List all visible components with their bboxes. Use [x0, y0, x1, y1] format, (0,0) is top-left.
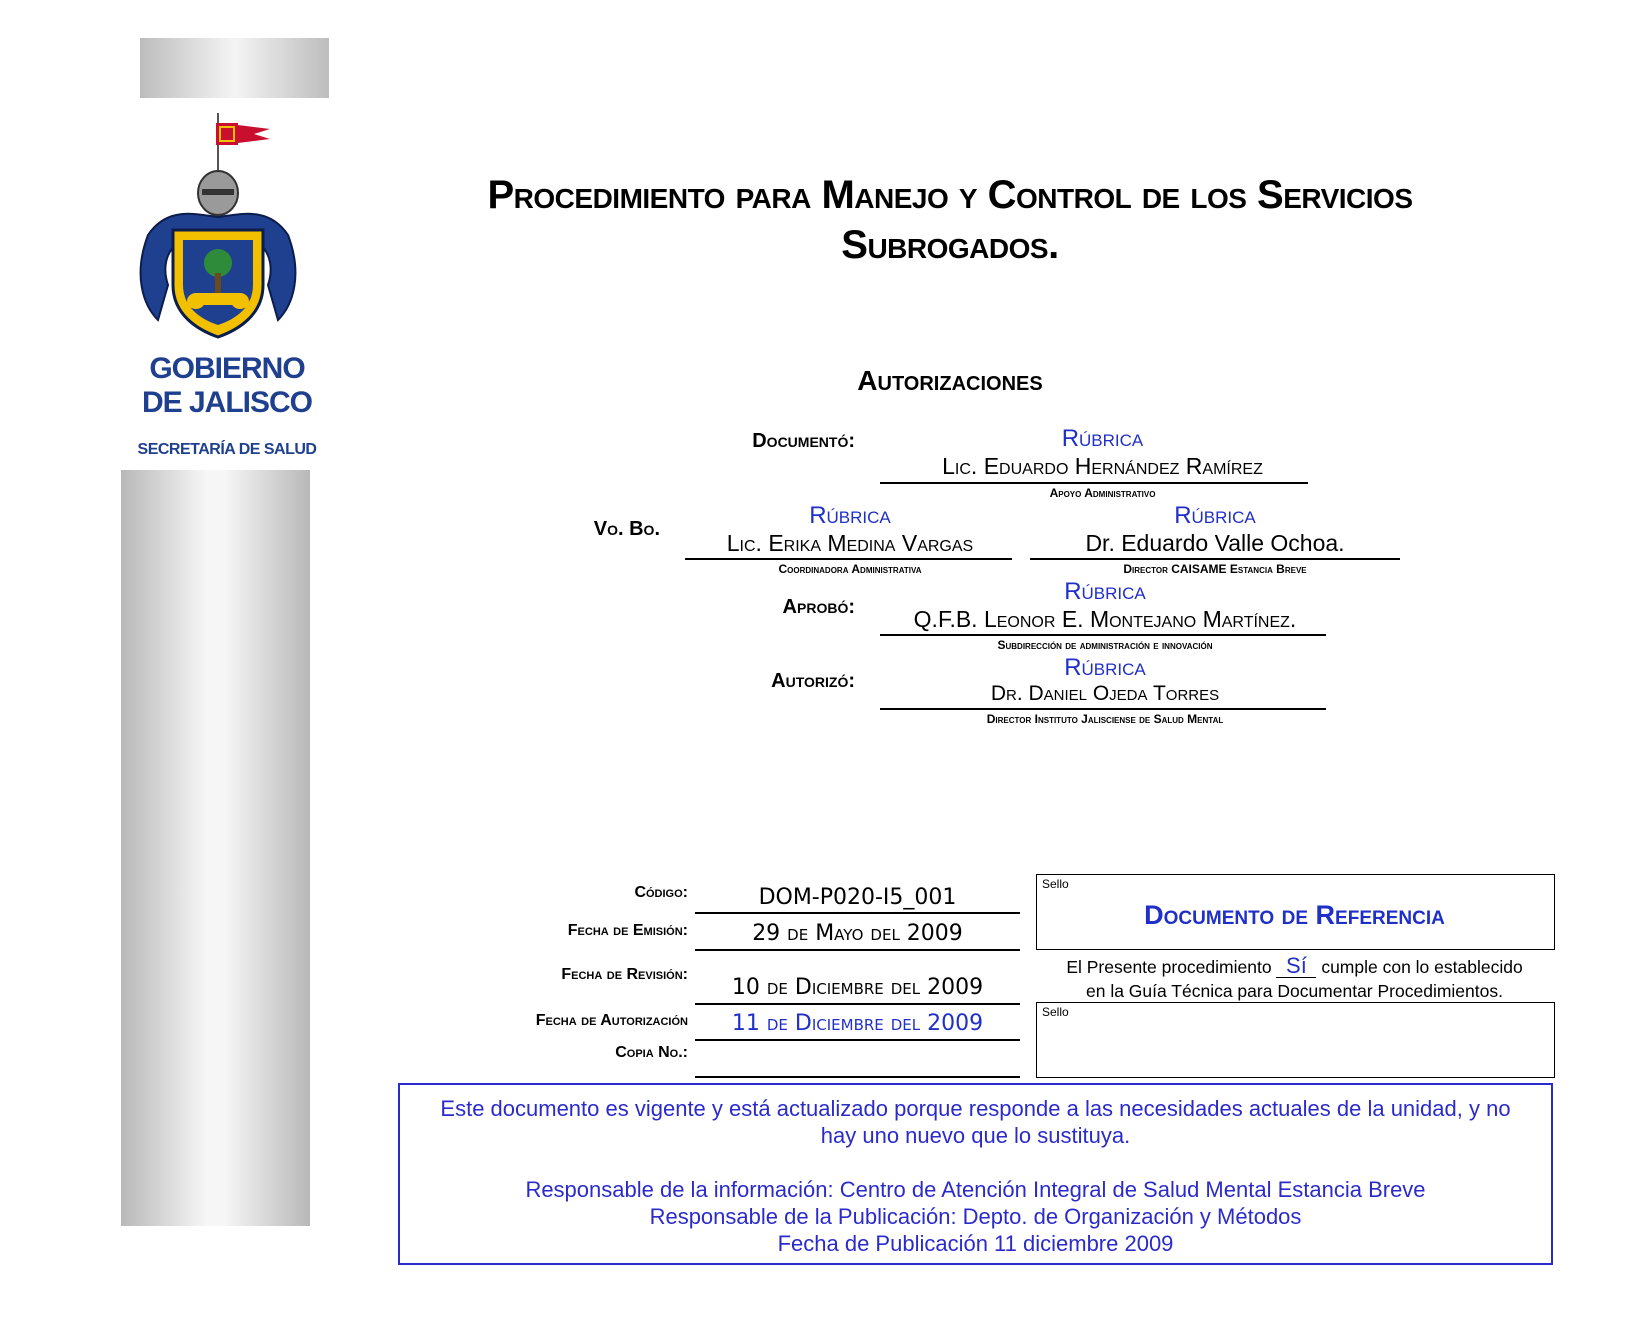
- empty-stamp-box: [1036, 1002, 1555, 1078]
- aprobo-name: Q.F.B. Leonor E. Montejano Martínez.: [913, 606, 1297, 632]
- copia-label: Copia No.:: [615, 1044, 688, 1061]
- validity-note-box: [398, 1083, 1553, 1265]
- autorizo-label: Autorizó:: [771, 670, 855, 692]
- sello-label-2: Sello: [1042, 1005, 1069, 1019]
- revision-line: [695, 1003, 1020, 1005]
- vobo-right-signature: Rúbrica: [1174, 502, 1256, 529]
- vobo-label: Vo. Bo.: [593, 518, 660, 540]
- publication-date: Fecha de Publicación 11 diciembre 2009: [777, 1231, 1174, 1256]
- autorizacion-value: 11 de Diciembre del 2009: [731, 1011, 984, 1036]
- document-title-line2: Subrogados.: [841, 223, 1059, 267]
- codigo-label: Código:: [634, 884, 688, 901]
- guide-statement-line2: en la Guía Técnica para Documentar Procedimientos.: [1086, 981, 1503, 1001]
- copia-line: [695, 1076, 1020, 1078]
- jalisco-coat-of-arms: [128, 105, 308, 350]
- codigo-value: DOM-P020-I5_001: [758, 885, 957, 910]
- vobo-right-signature-line: [1030, 558, 1400, 560]
- responsible-info: Responsable de la información: Centro de Atención Integral de Salud Mental Estancia Breve: [525, 1177, 1426, 1202]
- documento-signature-line: [880, 482, 1308, 484]
- autorizacion-line: [695, 1039, 1020, 1041]
- guide-statement-prefix: El Presente procedimiento: [1066, 957, 1272, 977]
- side-gray-bar: [121, 470, 310, 1226]
- codigo-line: [695, 912, 1020, 914]
- vobo-right-role: Director CAISAME Estancia Breve: [1123, 562, 1307, 576]
- documento-signature: Rúbrica: [1061, 425, 1144, 452]
- emision-line: [695, 949, 1020, 951]
- guide-statement: [1036, 955, 1553, 979]
- document-title-line1: Procedimiento para Manejo y Control de los Servicios: [487, 173, 1413, 217]
- autorizo-signature-line: [880, 708, 1326, 710]
- revision-value: 10 de Diciembre del 2009: [731, 975, 984, 1000]
- autorizo-signature: Rúbrica: [1064, 654, 1146, 681]
- guide-statement-suffix: cumple con lo establecido: [1321, 957, 1523, 977]
- autorizo-name: Dr. Daniel Ojeda Torres: [990, 682, 1220, 705]
- validity-line1: Este documento es vigente y está actualizado porque responde a las necesidades actuales de la unidad, y no: [440, 1096, 1511, 1121]
- aprobo-signature: Rúbrica: [1064, 578, 1146, 605]
- vobo-left-role: Coordinadora Administrativa: [778, 562, 922, 576]
- aprobo-role: Subdirección de administración e innovación: [997, 638, 1213, 652]
- vobo-left-signature: Rúbrica: [809, 502, 891, 529]
- reference-stamp-text: Documento de Referencia: [1144, 900, 1445, 930]
- documento-role: Apoyo Administrativo: [1049, 486, 1156, 500]
- autorizo-role: Director Instituto Jalisciense de Salud Mental: [986, 712, 1224, 726]
- sello-label-1: Sello: [1042, 877, 1069, 891]
- responsible-publication: Responsable de la Publicación: Depto. de Organización y Métodos: [649, 1204, 1302, 1229]
- revision-label: Fecha de Revisión:: [561, 966, 688, 983]
- guide-statement-value: Sí: [1276, 955, 1316, 978]
- government-line1: GOBIERNO: [149, 352, 305, 385]
- vobo-left-signature-line: [685, 558, 1012, 560]
- top-gray-bar: [140, 38, 329, 98]
- government-line2: DE JALISCO: [141, 386, 313, 419]
- vobo-left-name: Lic. Erika Medina Vargas: [726, 530, 974, 556]
- documento-name: Lic. Eduardo Hernández Ramírez: [942, 453, 1263, 479]
- validity-line2: hay uno nuevo que lo sustituya.: [820, 1123, 1131, 1148]
- vobo-right-name: Dr. Eduardo Valle Ochoa.: [1085, 530, 1345, 556]
- autorizacion-label: Fecha de Autorización: [535, 1012, 688, 1029]
- documento-label: Documentó:: [752, 430, 855, 452]
- emision-label: Fecha de Emisión:: [567, 922, 688, 939]
- emision-value: 29 de Mayo del 2009: [752, 921, 963, 946]
- authorizations-heading: Autorizaciones: [857, 365, 1043, 396]
- aprobo-label: Aprobó:: [782, 596, 855, 618]
- secretariat-label: SECRETARÍA DE SALUD: [137, 441, 317, 458]
- aprobo-signature-line: [880, 634, 1326, 636]
